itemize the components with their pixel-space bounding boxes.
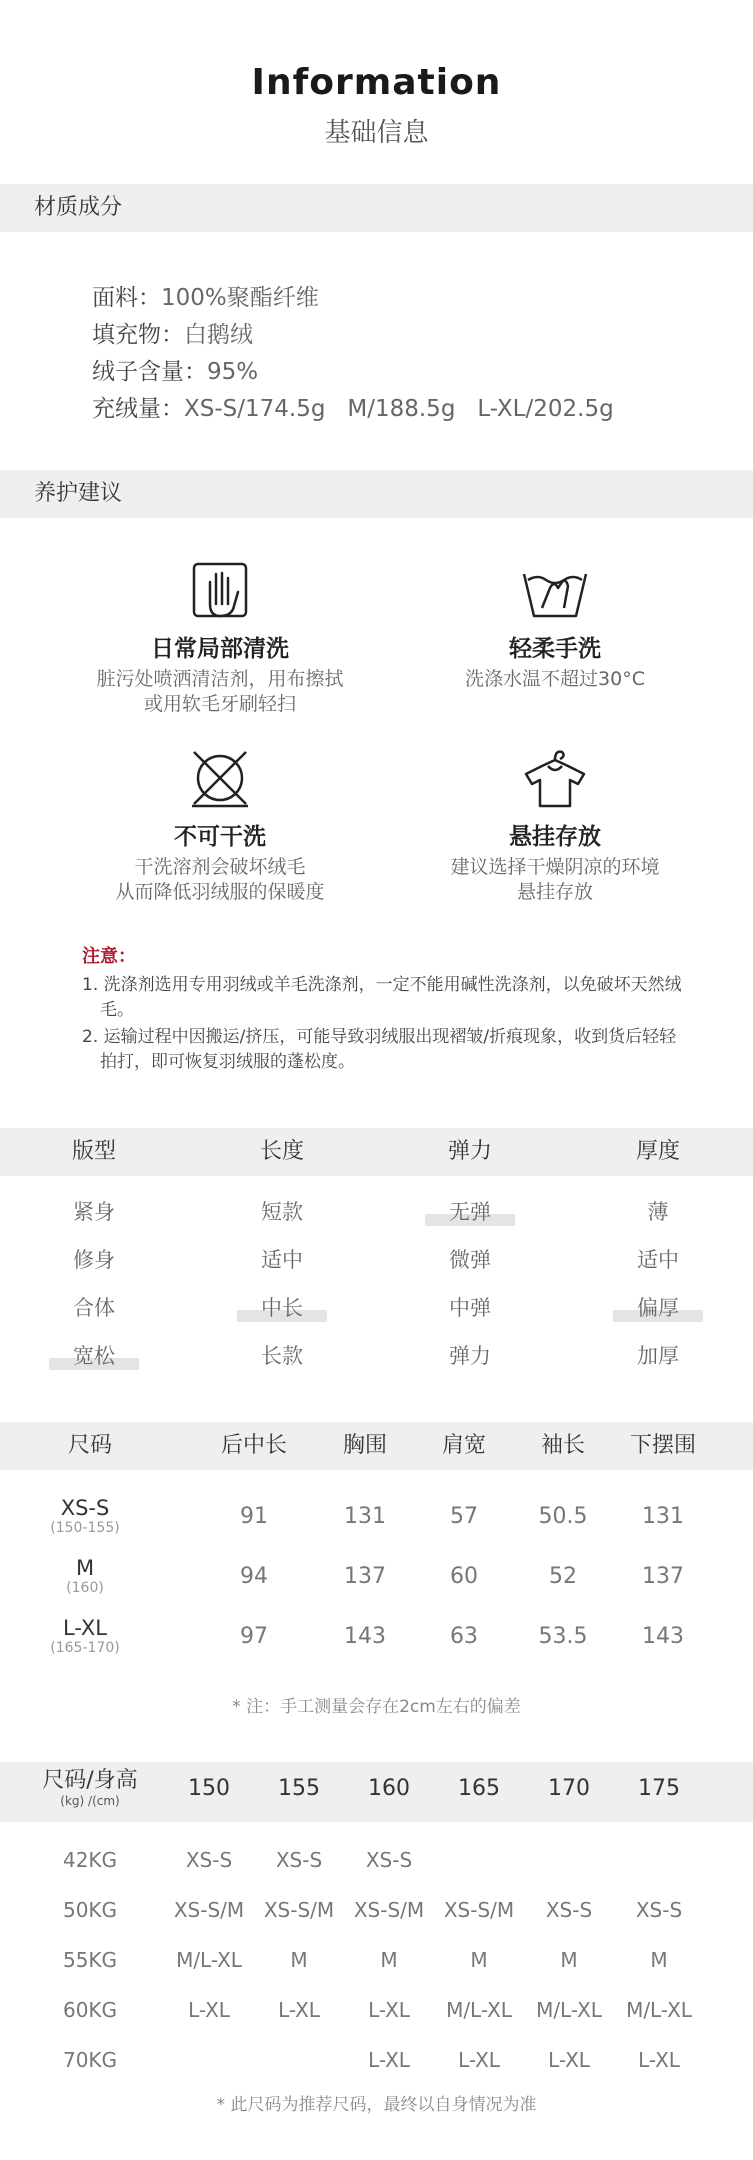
note-item: 1. 洗涤剂选用专用羽绒或羊毛洗涤剂，一定不能用碱性洗涤剂，以免破坏天然绒毛。 xyxy=(82,975,682,1020)
size-header-cell: 袖长 xyxy=(540,1433,585,1458)
material-section-title: 材质成分 xyxy=(34,195,123,220)
note-title: 注意： xyxy=(82,946,136,967)
weight-label: 70KG xyxy=(62,2048,118,2072)
recommend-header-label: 尺码/身高 xyxy=(42,1768,138,1793)
material-label: 充绒量： xyxy=(92,396,184,422)
hand-cloth-icon xyxy=(188,558,252,622)
recommend-cell: M xyxy=(290,1948,308,1972)
care-item-desc: 建议选择干燥阴凉的环境 悬挂存放 xyxy=(450,856,660,903)
weight-label: 50KG xyxy=(62,1898,118,1922)
recommend-cell: XS-S xyxy=(365,1848,413,1872)
fit-option: 紧身 xyxy=(73,1200,115,1224)
fit-option-selected: 中长 xyxy=(189,1284,375,1332)
care-item-desc: 脏污处喷洒清洁剂，用布擦拭 或用软毛牙刷轻扫 xyxy=(96,668,344,715)
material-label: 绒子含量： xyxy=(92,359,207,385)
size-cell: 137 xyxy=(344,1564,386,1589)
recommend-cell: XS-S/M xyxy=(173,1898,245,1922)
table-row xyxy=(0,1886,753,1936)
recommend-cell: L-XL xyxy=(368,1998,410,2022)
fit-option-selected: 宽松 xyxy=(1,1332,187,1380)
size-header-cell: 后中长 xyxy=(220,1433,287,1458)
size-cell: 63 xyxy=(450,1624,478,1649)
recommend-cell: XS-S xyxy=(185,1848,233,1872)
fit-option: 中弹 xyxy=(449,1296,491,1320)
care-item-title: 不可干洗 xyxy=(174,824,266,850)
care-item-title: 轻柔手洗 xyxy=(509,636,601,662)
weight-label: 55KG xyxy=(62,1948,118,1972)
recommend-header-units: (kg) /(cm) xyxy=(60,1794,120,1808)
care-item-spot-clean xyxy=(50,558,390,717)
table-row xyxy=(0,1616,753,1676)
size-header-cell: 下摆围 xyxy=(629,1433,696,1458)
recommend-cell: M/L-XL xyxy=(536,1998,602,2022)
recommend-cell: M/L-XL xyxy=(446,1998,512,2022)
fit-option: 适中 xyxy=(637,1248,679,1272)
hanger-icon xyxy=(520,746,590,810)
fit-option: 弹力 xyxy=(449,1344,491,1368)
recommend-cell: M xyxy=(650,1948,668,1972)
size-label: XS-S (150-155) xyxy=(50,1496,120,1536)
hand-wash-icon xyxy=(520,558,590,622)
fit-option: 薄 xyxy=(647,1200,669,1224)
table-row xyxy=(0,1986,753,2036)
recommend-cell: M xyxy=(380,1948,398,1972)
care-item-title: 日常局部清洗 xyxy=(151,636,289,662)
size-header-cell: 肩宽 xyxy=(441,1433,486,1458)
fit-header-cell: 弹力 xyxy=(447,1139,492,1164)
fit-option: 微弹 xyxy=(449,1248,491,1272)
care-item-hang-storage xyxy=(385,746,725,905)
material-row xyxy=(92,280,614,317)
fit-option: 适中 xyxy=(261,1248,303,1272)
height-header-cell: 160 xyxy=(368,1776,410,1801)
size-cell: 97 xyxy=(240,1624,268,1649)
recommend-cell: L-XL xyxy=(458,2048,500,2072)
fit-header-cell: 厚度 xyxy=(635,1139,680,1164)
fit-option: 短款 xyxy=(261,1200,303,1224)
size-cell: 131 xyxy=(642,1504,684,1529)
fit-header-row xyxy=(0,1128,753,1176)
fit-column xyxy=(377,1188,563,1380)
no-dry-clean-icon xyxy=(188,746,252,810)
material-row xyxy=(92,354,614,391)
care-item-title: 悬挂存放 xyxy=(509,824,601,850)
size-cell: 131 xyxy=(344,1504,386,1529)
material-value: 白鹅绒 xyxy=(184,322,253,348)
fit-option: 修身 xyxy=(73,1248,115,1272)
fit-option: 加厚 xyxy=(637,1344,679,1368)
table-row xyxy=(0,2036,753,2086)
size-cell: 50.5 xyxy=(538,1504,588,1529)
recommend-cell: L-XL xyxy=(278,1998,320,2022)
recommend-cell: XS-S/M xyxy=(353,1898,425,1922)
height-header-cell: 170 xyxy=(548,1776,590,1801)
material-label: 面料： xyxy=(92,285,161,311)
material-value: 95% xyxy=(207,359,259,385)
recommend-cell: L-XL xyxy=(368,2048,410,2072)
fit-column xyxy=(565,1188,751,1380)
recommend-cell: XS-S xyxy=(275,1848,323,1872)
fit-option: 合体 xyxy=(73,1296,115,1320)
care-section-title: 养护建议 xyxy=(34,481,123,506)
material-list xyxy=(92,280,614,428)
weight-label: 42KG xyxy=(62,1848,118,1872)
size-cell: 137 xyxy=(642,1564,684,1589)
care-item-no-dry-clean xyxy=(50,746,390,905)
page-subtitle: 基础信息 xyxy=(324,118,429,148)
material-row xyxy=(92,391,614,428)
recommend-header-row xyxy=(0,1762,753,1822)
size-cell: 60 xyxy=(450,1564,478,1589)
recommend-cell: L-XL xyxy=(638,2048,680,2072)
size-cell: 52 xyxy=(549,1564,577,1589)
fit-column xyxy=(1,1188,187,1380)
size-table-note: * 注：手工测量会存在2cm左右的偏差 xyxy=(232,1697,521,1717)
material-value: XS-S/174.5g M/188.5g L-XL/202.5g xyxy=(184,396,614,422)
care-notes xyxy=(82,944,682,1077)
height-header-cell: 150 xyxy=(188,1776,230,1801)
height-header-cell: 165 xyxy=(458,1776,500,1801)
care-item-hand-wash xyxy=(385,558,725,692)
height-header-cell: 155 xyxy=(278,1776,320,1801)
page-title: Information xyxy=(251,62,502,103)
recommend-cell: M xyxy=(560,1948,578,1972)
table-row xyxy=(0,1936,753,1986)
size-cell: 143 xyxy=(642,1624,684,1649)
fit-option-selected: 无弹 xyxy=(377,1188,563,1236)
recommend-cell: M/L-XL xyxy=(176,1948,242,1972)
fit-option-selected: 偏厚 xyxy=(565,1284,751,1332)
size-header-cell: 胸围 xyxy=(342,1433,387,1458)
size-header-cell: 尺码 xyxy=(67,1433,112,1458)
fit-header-cell: 版型 xyxy=(71,1139,116,1164)
recommend-cell: XS-S/M xyxy=(443,1898,515,1922)
fit-column xyxy=(189,1188,375,1380)
recommend-note: * 此尺码为推荐尺码，最终以自身情况为准 xyxy=(216,2095,537,2115)
fit-option: 长款 xyxy=(261,1344,303,1368)
care-item-desc: 干洗溶剂会破坏绒毛 从而降低羽绒服的保暖度 xyxy=(115,856,325,903)
size-label: L-XL (165-170) xyxy=(50,1616,120,1656)
table-row xyxy=(0,1836,753,1886)
size-label: M (160) xyxy=(66,1556,104,1596)
recommend-cell: M xyxy=(470,1948,488,1972)
recommend-cell: XS-S xyxy=(635,1898,683,1922)
material-row xyxy=(92,317,614,354)
size-header-row xyxy=(0,1422,753,1470)
size-cell: 94 xyxy=(240,1564,268,1589)
size-cell: 91 xyxy=(240,1504,268,1529)
recommend-cell: L-XL xyxy=(548,2048,590,2072)
care-item-desc: 洗涤水温不超过30°C xyxy=(465,668,645,690)
material-value: 100%聚酯纤维 xyxy=(161,285,319,311)
recommend-cell: L-XL xyxy=(188,1998,230,2022)
note-item: 2. 运输过程中因搬运/挤压，可能导致羽绒服出现褶皱/折痕现象，收到货后轻轻拍打，即可恢复羽绒服的蓬松度。 xyxy=(82,1027,677,1072)
height-header-cell: 175 xyxy=(638,1776,680,1801)
size-cell: 53.5 xyxy=(538,1624,588,1649)
material-label: 填充物： xyxy=(92,322,184,348)
recommend-cell: M/L-XL xyxy=(626,1998,692,2022)
fit-header-cell: 长度 xyxy=(259,1139,304,1164)
recommend-cell: XS-S/M xyxy=(263,1898,335,1922)
table-row xyxy=(0,1496,753,1556)
table-row xyxy=(0,1556,753,1616)
weight-label: 60KG xyxy=(62,1998,118,2022)
size-cell: 57 xyxy=(450,1504,478,1529)
size-cell: 143 xyxy=(344,1624,386,1649)
recommend-cell: XS-S xyxy=(545,1898,593,1922)
